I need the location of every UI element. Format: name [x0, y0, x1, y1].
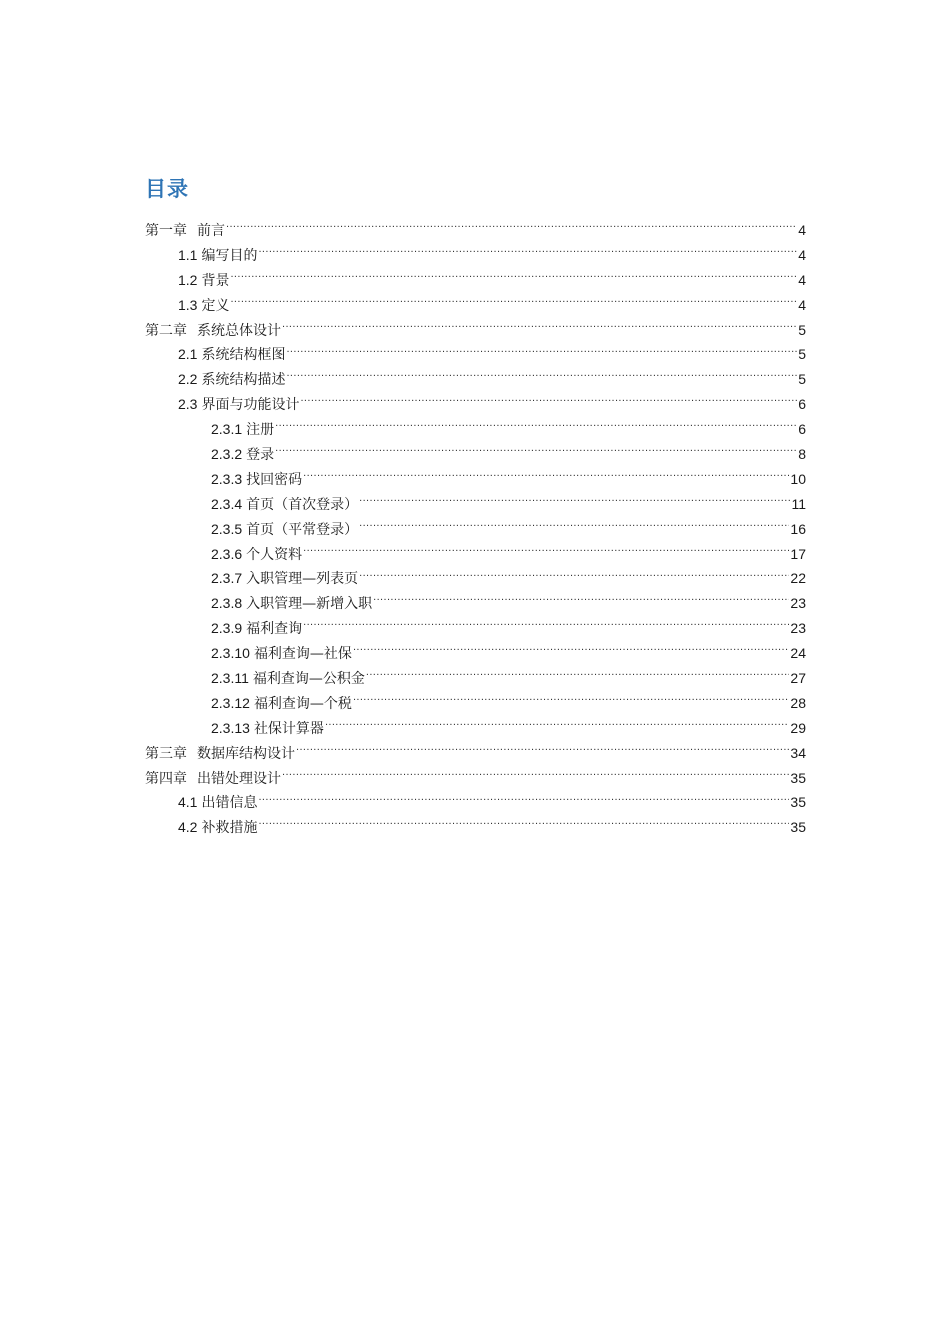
toc-entry-label: 补救措施 [201, 820, 258, 837]
toc-entry-page-number: 23 [790, 595, 806, 612]
toc-entry[interactable] [145, 417, 806, 442]
toc-entry-number: 2.3.5 [211, 520, 243, 537]
toc-dot-leader [325, 719, 789, 733]
toc-entry-number: 4.2 [178, 819, 198, 836]
toc-dot-leader [230, 271, 797, 285]
toc-dot-leader [303, 545, 789, 559]
toc-entry[interactable] [145, 442, 806, 467]
toc-entry[interactable] [145, 542, 806, 567]
toc-entry-label: 福利查询—个税 [253, 695, 352, 712]
toc-entry-label: 前言 [197, 223, 225, 239]
toc-entry-page-number: 4 [798, 222, 806, 238]
toc-entry-label: 背景 [201, 272, 230, 289]
toc-entry-page-number: 4 [798, 271, 806, 288]
toc-entry-number: 1.1 [178, 246, 198, 263]
toc-dot-leader [300, 395, 797, 409]
toc-dot-leader [303, 619, 789, 633]
toc-entry-page-number: 10 [790, 470, 806, 487]
toc-entry-label: 首页（平常登录） [246, 521, 359, 538]
toc-entry[interactable] [145, 392, 806, 417]
toc-entry-number: 2.3.6 [211, 545, 243, 562]
toc-entry[interactable] [145, 367, 806, 392]
toc-entry-page-number: 4 [798, 246, 806, 263]
toc-entry-number: 2.3.3 [211, 470, 243, 487]
toc-entry[interactable] [145, 268, 806, 293]
toc-entry-label: 社保计算器 [253, 720, 324, 737]
toc-entry[interactable] [145, 566, 806, 591]
toc-entry[interactable] [145, 318, 806, 343]
toc-entry-number: 2.3.2 [211, 446, 243, 463]
toc-entry[interactable] [145, 666, 806, 691]
toc-entry-page-number: 35 [790, 769, 806, 786]
toc-entry-label: 注册 [246, 422, 275, 439]
toc-entry[interactable] [145, 591, 806, 616]
toc-entry-number: 2.3.8 [211, 595, 243, 612]
toc-entry-number: 第一章 [145, 223, 187, 239]
toc-entry-label: 入职管理—列表页 [246, 571, 359, 588]
toc-entry-page-number: 17 [790, 545, 806, 562]
toc-entry[interactable] [145, 741, 806, 766]
toc-dot-leader [282, 321, 797, 335]
toc-entry[interactable] [145, 790, 806, 815]
toc-entry-page-number: 5 [798, 346, 806, 363]
toc-dot-leader [303, 470, 789, 484]
toc-entry[interactable] [145, 641, 806, 666]
toc-dot-leader [275, 420, 797, 434]
toc-entry-number: 2.3.7 [211, 570, 243, 587]
toc-entry-label: 福利查询 [246, 621, 303, 638]
toc-entry-number: 2.3.11 [211, 670, 249, 687]
toc-dot-leader [286, 345, 797, 359]
toc-entry[interactable] [145, 293, 806, 318]
toc-entry-number: 第二章 [145, 322, 187, 339]
toc-entry-page-number: 5 [798, 371, 806, 388]
toc-dot-leader [226, 221, 797, 235]
toc-entry-number: 4.1 [178, 794, 198, 811]
toc-entry-label: 首页（首次登录） [246, 496, 359, 513]
toc-dot-leader [275, 445, 797, 459]
toc-entry-page-number: 8 [798, 446, 806, 463]
toc-entry-page-number: 6 [798, 396, 806, 413]
toc-dot-leader [286, 370, 797, 384]
toc-entry[interactable] [145, 517, 806, 542]
toc-entry[interactable] [145, 815, 806, 840]
toc-entry-page-number: 35 [790, 819, 806, 836]
toc-dot-leader [353, 694, 789, 708]
toc-entry[interactable] [145, 766, 806, 791]
toc-entry-number: 2.3.10 [211, 645, 250, 662]
toc-entry-page-number: 29 [790, 719, 806, 736]
toc-entry-label: 编写目的 [201, 247, 258, 264]
toc-dot-leader [359, 495, 790, 509]
toc-entry-number: 1.2 [178, 271, 198, 288]
toc-entry-number: 2.3.13 [211, 719, 250, 736]
toc-entry-page-number: 6 [798, 421, 806, 438]
toc-entry-number: 2.1 [178, 346, 198, 363]
toc-entry-label: 系统总体设计 [197, 322, 281, 339]
toc-entry-page-number: 4 [798, 296, 806, 313]
toc-entry[interactable] [145, 243, 806, 268]
toc-entry-number: 2.3.9 [211, 620, 243, 637]
toc-entry-number: 1.3 [178, 296, 198, 313]
toc-entry-label: 入职管理—新增入职 [246, 596, 373, 613]
toc-entry-number: 2.3 [178, 396, 198, 413]
toc-entry-page-number: 28 [790, 694, 806, 711]
toc-dot-leader [359, 569, 789, 583]
toc-entry-label: 个人资料 [246, 546, 303, 563]
toc-entry[interactable] [145, 218, 806, 243]
toc-entry[interactable] [145, 691, 806, 716]
toc-entry-number: 第三章 [145, 745, 187, 762]
toc-dot-leader [282, 769, 789, 783]
toc-entry-label: 数据库结构设计 [197, 745, 295, 762]
toc-entry-page-number: 16 [790, 520, 806, 537]
toc-entry-page-number: 23 [790, 620, 806, 637]
toc-entry-label: 系统结构描述 [201, 372, 286, 389]
toc-entry[interactable] [145, 616, 806, 641]
toc-dot-leader [230, 296, 797, 310]
toc-dot-leader [296, 744, 789, 758]
toc-entry-page-number: 5 [798, 321, 806, 338]
toc-entry-page-number: 35 [790, 794, 806, 811]
toc-entry-page-number: 11 [791, 495, 806, 512]
toc-entry-number: 2.3.1 [211, 421, 243, 438]
toc-entry-label: 找回密码 [246, 471, 303, 488]
toc-entry-label: 福利查询—社保 [253, 646, 352, 663]
toc-entry-number: 第四章 [145, 770, 187, 787]
toc-dot-leader [258, 818, 789, 832]
toc-entry-page-number: 34 [790, 744, 806, 761]
toc-entry-number: 2.3.12 [211, 694, 250, 711]
toc-entry-number: 2.2 [178, 371, 198, 388]
toc-dot-leader [353, 644, 789, 658]
table-of-contents [145, 218, 806, 840]
toc-entry[interactable] [145, 342, 806, 367]
toc-entry-label: 界面与功能设计 [201, 397, 300, 414]
toc-entry-label: 出错信息 [201, 795, 258, 812]
toc-dot-leader [258, 793, 789, 807]
toc-entry-label: 登录 [246, 447, 275, 464]
toc-entry[interactable] [145, 492, 806, 517]
toc-entry[interactable] [145, 716, 806, 741]
toc-dot-leader [258, 246, 797, 260]
toc-entry-number: 2.3.4 [211, 495, 243, 512]
toc-entry-label: 福利查询—公积金 [252, 671, 365, 688]
toc-dot-leader [366, 669, 790, 683]
toc-entry-label: 定义 [201, 297, 230, 314]
toc-dot-leader [373, 594, 789, 608]
toc-dot-leader [359, 520, 789, 534]
toc-entry-page-number: 24 [790, 645, 806, 662]
toc-entry[interactable] [145, 467, 806, 492]
toc-title: 目录 [145, 177, 189, 201]
toc-entry-label: 出错处理设计 [197, 770, 281, 787]
toc-entry-page-number: 22 [790, 570, 806, 587]
toc-entry-page-number: 27 [790, 670, 806, 687]
toc-entry-label: 系统结构框图 [201, 347, 286, 364]
